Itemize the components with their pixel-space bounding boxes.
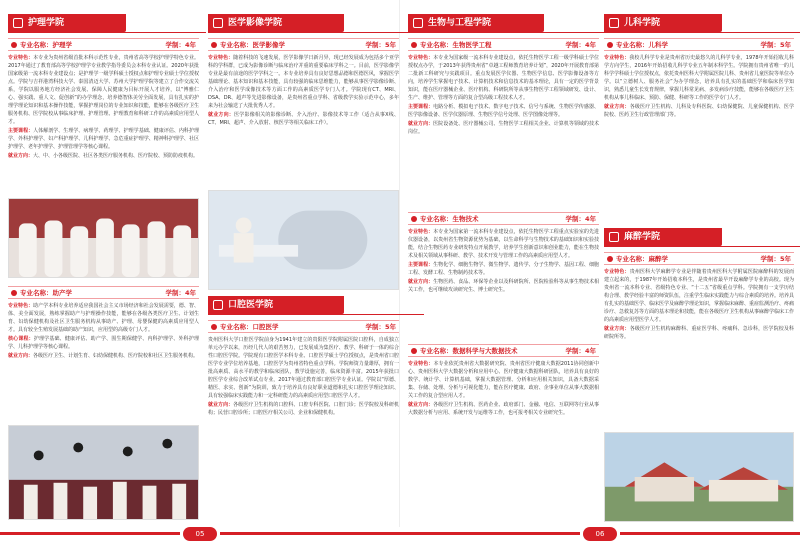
photo-imaging-lab (208, 190, 399, 290)
bullet-icon (411, 348, 417, 354)
footer-left (0, 527, 400, 541)
bullet-icon (411, 216, 417, 222)
paragraph: 主要课程：电路分析、模拟电子技术、数字电子技术、信号与系统、生物医学传感器、医学影像设备、医学仪器原理、生物医学信号处理、医学图像处理等。 (408, 104, 599, 118)
footer-right (400, 527, 800, 541)
column-midwifery (8, 286, 199, 361)
paragraph: 就业方向：生物医药、食品、环保等企业以及科研院所、医院检验科等从事生物技术相关工作，也可继续攻读研究生、博士研究生。 (408, 279, 599, 293)
paragraph: 专业特色：助产学本科专业培养适应我国社会主义市场经济和社会发展需要，德、智、体、美全面发展，熟练掌握助产与护理操作技能，能够在各级各类医疗卫生、计划生育、妇幼保健机构及社区卫生服务机构从事助产、护理、母婴保健的高素质应用型人才。具有较全生殖发展基础的助产知识，应用型的高级专门人才。 (8, 303, 199, 333)
book-icon (609, 18, 619, 28)
major-bar-datascience: 专业名称：数据科学与大数据技术 学制：4年 (408, 344, 599, 357)
bullet-icon (411, 42, 417, 48)
paragraph: 核心课程：护理学基础、健康评估、助产学、围生期保健学、内科护理学、外科护理学、儿科护理学等核心课程。 (8, 336, 199, 350)
major-bar-anesthesia: 专业名称：麻醉学 学制：5年 (604, 252, 794, 265)
column-imaging (208, 14, 399, 128)
paragraph: 主要课程：生物化学、细胞生物学、微生物学、遗传学、分子生物学、基因工程、细胞工程、发酵工程、生物制药技术等。 (408, 262, 599, 276)
section-header-anesthesia: 麻醉学院 (604, 228, 722, 246)
major-bar-nursing: 专业名称：护理学 学制：4年 (8, 38, 199, 51)
book-icon (609, 232, 619, 242)
section-header-imaging: 医学影像学院 (208, 14, 344, 32)
book-icon (13, 18, 23, 28)
paragraph: 专业特色：本专业依托贵州省大数据研究院、贵州省医疗健康大数据2011协同创新中心、贵州医科大学大数据分析和应用中心、医疗健康大数据科研团队，培养具有良好的数学、统计学、计算机基础，掌握大数据管理、分析和应用相关知识，具备大数据采集、存储、处理、分析与可视化能力，能在医疗健康、政府、企事业单位从事大数据相关工作的复合型应用人才。 (408, 361, 599, 399)
paragraph: 就业方向：各级医疗卫生机构、儿科及专科医院、妇幼保健院、儿童保健机构、医学院校、医药卫生行政管理部门等。 (604, 104, 794, 118)
section-header-bioeng: 生物与工程学院 (408, 14, 544, 32)
column-biotech (408, 212, 599, 295)
section-header-stomatology: 口腔医学院 (208, 296, 344, 314)
section-header-nursing: 护理学院 (8, 14, 126, 32)
column-bioeng (408, 14, 599, 137)
paragraph: 就业方向：医院设备处、医疗器械公司、生物医学工程相关企业、计算机等领域的技术岗位。 (408, 121, 599, 135)
paragraph: 贵州医科大学口腔医学院前身为1941年建立的贵阳医学院附属医院口腔科，自成独立单元办学以来，历经几代人的艰苦努力，已发展成为集医疗、教学、科研于一体的综合性口腔医学院。学院现有口腔医学本科专业、口腔医学硕士学位授权点，是贵州省口腔医学专业学位培养基地，口腔医学为贵州省特色重点学科。学院师资力量雄厚，拥有一批高素质、高水平的教学和临床团队，教学设施完善，临床资源丰富。2015年获批口腔医学专业综合改革试点专业，2017年通过教育部口腔医学专业认证。学院以“厚德、精医、求实、创新”为院训，致力于培养具有良好职业道德和扎实口腔医学理论知识、具有较强临床实践能力和一定科研能力的高素质应用型口腔医学人才。 (208, 337, 399, 399)
paragraph: 就业方向：医学影像相关的影像诊断、介入治疗、影像技术等工作（适合从事X线、CT、MRI、超声、介入放射、核医学等相关临床工作）。 (208, 112, 399, 126)
paragraph: 专业特色：本专业为国家第一流本科专业建设点，依托生物医学工程重点实验室的先进仪器设备，以贵州省生物资源优势为基础，以生命科学与生物技术的基础知识和实验技能，结合生物医药专业研发特点开展教学，培养学生创新意识和创业能力，能在生物技术及相关领域从事科研、教学、技术开发与管理工作的高素质应用型人才。 (408, 229, 599, 259)
photo-nurses (8, 198, 199, 278)
major-bar-midwifery: 专业名称：助产学 学制：4年 (8, 286, 199, 299)
major-bar-imaging: 专业名称：医学影像学 学制：5年 (208, 38, 399, 51)
bullet-icon (607, 256, 613, 262)
paragraph: 主要课程：人体解剖学、生理学、病理学、药理学、护理学基础、健康评估、内科护理学、外科护理学、妇产科护理学、儿科护理学、急危重症护理学、精神科护理学、社区护理学、老年护理学、护理管理学等核心课程。 (8, 128, 199, 150)
paragraph: 专业特色：本专业为贵州省级首批本科示范性专业，贵州省高等学校护理学特色专业。2017年通过了教育部高等学校护理学专业教学指导委员会本科专业认证。2020年获批国家级第一流本科专业建设点；是护理学一级学科硕士授权点和护理专业硕士学位授权点。学院与吉祥港湾科技大学、泰国清迈大学、苏州大学护理学院等建立了合作交流关系，学院以服务地方经济社会发展、保障人民健康为目标开展人才培养，以“博雅仁心、强实践、重人文、促创新”的办学理念，培养德智体美劳全面发展，具有扎实的护理学理论知识和基本操作技能，掌握护理岗位的专业知识和技能，能够在各级医疗卫生服务机构、医学院校从事临床护理、护理管理、护理教育和科研工作的高素质应用型人才。 (8, 55, 199, 125)
column-datascience (408, 344, 599, 418)
paragraph: 就业方向：各级医疗卫生机构、医药企业、政府部门、金融、电信、互联网等行业从事大数据分析与应用、系统开发与运维等工作，也可报考相关专业研究生。 (408, 402, 599, 416)
major-bar-pediatrics: 专业名称：儿科学 学制：5年 (604, 38, 794, 51)
book-icon (413, 18, 423, 28)
page-divider (399, 0, 400, 527)
section-header-pediatrics: 儿科学院 (604, 14, 722, 32)
page-number: 06 (583, 527, 617, 541)
paragraph: 就业方向：各级医疗卫生、计划生育、妇幼保健机构、医疗院校和社区卫生服务机构。 (8, 353, 199, 359)
major-bar-bme: 专业名称：生物医学工程 学制：4年 (408, 38, 599, 51)
column-stomatology (208, 296, 399, 418)
paragraph: 就业方向：各级医疗卫生机构麻醉科、重症医学科、疼痛科、急诊科，医学院校及科研院所等。 (604, 326, 794, 340)
page-number: 05 (183, 527, 217, 541)
major-bar-biotech: 专业名称：生物技术 学制：4年 (408, 212, 599, 225)
bullet-icon (11, 290, 17, 296)
paragraph: 专业特色：我校儿科学专业是贵州省历史最悠久的儿科学专业，1978年开始招收儿科学方向学生，2016年开始招收儿科学专业五年制本科学生。学院拥有贵州省唯一的儿科学学科硕士学位授权点，依托贵州医科大学附属医院儿科、贵州省儿童医院等单位办学。以“立德树人、服务社会”为办学理念，培养具有扎实的基础医学和临床医学知识，熟悉儿童生长发育规律，掌握儿科常见病、多发病诊疗技能，能够在各级医疗卫生机构从事儿科临床、预防、保健、科研等工作的医学专门人才。 (604, 55, 795, 101)
photo-graduation (8, 425, 199, 520)
bullet-icon (607, 42, 613, 48)
book-icon (213, 300, 223, 310)
paragraph: 专业特色：本专业为国家级一流本科专业建设点，依托生物医学工程一级学科硕士学位授权点办学，于2013年获得贵州省“卓越工程师教育培养计划”，2020年开展教育部第二批新工科研究与实践项目。重点发展医学仪器、生物医学信息、医学影像设备等方向，培养学生掌握电子技术、计算机技术和信息技术的基本理论，具有一定的医学背景知识，能在医疗器械企业、医疗机构、科研院所等从事生物医学工程领域研发、设计、生产、维护、管理等方面的复合型高级工程技术人才。 (408, 55, 599, 101)
column-nursing (8, 14, 199, 161)
bullet-icon (211, 42, 217, 48)
paragraph: 就业方向：大、中、小各级医院、社区各类医疗服务机构、医疗院校、预防防疫机构。 (8, 153, 199, 159)
column-anesthesia (604, 228, 794, 342)
book-icon (213, 18, 223, 28)
bullet-icon (11, 42, 17, 48)
paragraph: 就业方向：各级医疗卫生机构的口腔科、口腔专科医院、口腔门诊；医学院校及科研机构；民营口腔诊所；口腔医疗相关公司、企业和保健机构。 (208, 402, 399, 416)
major-bar-stomatology: 专业名称：口腔医学 学制：5年 (208, 320, 399, 333)
photo-campus (604, 432, 794, 522)
paragraph: 专业特色：贵州医科大学麻醉学专业是伴随着贵州医科大学附属医院麻醉科的发展而建立起来的，于1987年开始招收本科生，是贵州省最早开设麻醉学专业的高校。现为贵州省一流本科专业、省级特色专业、“十二五”省级重点学科。学院拥有一支学历结构合理、教学经验丰富的师资队伍，注重学生临床实践能力与综合素质的培养。培养具有扎实的基础医学、临床医学及麻醉学理论知识，掌握临床麻醉、重症监测治疗、疼痛诊疗、急救复苏等方面的基本理论和技能，能在各级医疗卫生机构从事麻醉学临床工作的高素质应用型医学人才。 (604, 269, 795, 323)
bullet-icon (211, 324, 217, 330)
paragraph: 专业特色：随着科技的飞速发展，医学影像学日新月异，现已经发展成为包括多个亚学科的学科群，已成为影像诊断与临床治疗并重的重要临床学科之一。目前，医学影像学专业是最有前途的医学学科之一。本专业培养具有良好思想品德和医德医风，掌握医学基础理论、基本知识和基本技能，具有较强的临床思维能力，能够从事医学影像诊断、介入治疗和医学成像技术等方面工作的高素质医学专门人才。学院现有CT、MRI、DSA、DR、超声等先进影像设备，是贵州省重点学科、省级教学实验示范中心，多年来为社会输送了大批优秀人才。 (208, 55, 399, 109)
column-pediatrics (604, 14, 794, 120)
